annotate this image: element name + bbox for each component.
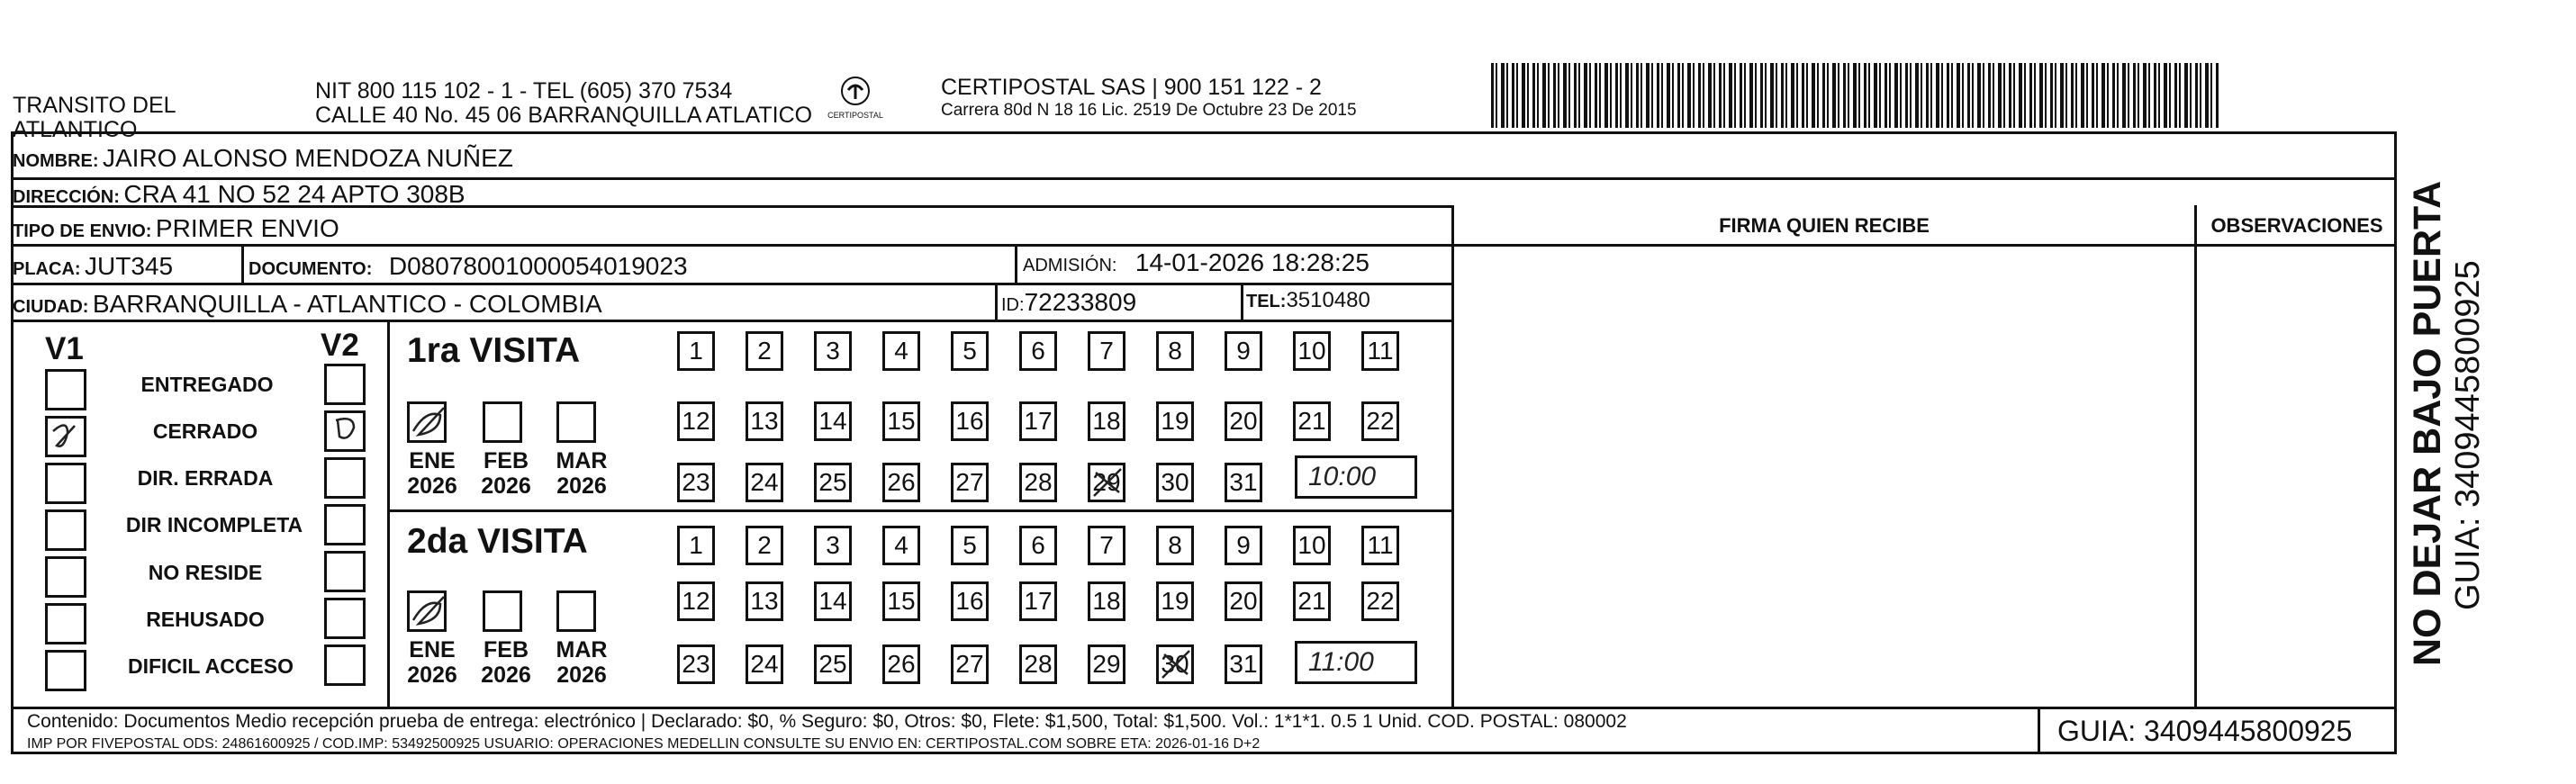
visit-2-day-4[interactable]: 4 — [882, 526, 920, 565]
visit-2-day-9[interactable]: 9 — [1225, 526, 1262, 565]
visit-2-day-22[interactable]: 22 — [1361, 581, 1399, 621]
checkmark-icon — [327, 413, 363, 449]
option-rehusado: REHUSADO — [146, 608, 265, 631]
month-year: 2026 — [407, 473, 457, 499]
side-warning: NO DEJAR BAJO PUERTA — [2406, 180, 2449, 666]
id-value: 72233809 — [1024, 288, 1137, 316]
visit-2-day-16[interactable]: 16 — [951, 581, 989, 621]
month-name: FEB — [484, 448, 529, 473]
month-name: ENE — [409, 637, 456, 662]
side-text — [2406, 162, 2576, 666]
visit-2-day-7[interactable]: 7 — [1088, 526, 1125, 565]
v1-no-reside-checkbox[interactable] — [45, 556, 86, 598]
certipostal-info: CERTIPOSTAL SAS | 900 151 122 - 2 Carrera 80d N 18 16 Lic. 2519 De Octubre 23 De 2015 — [941, 75, 1357, 120]
visit-1-month-label — [477, 448, 535, 499]
month-year: 2026 — [481, 662, 531, 688]
month-year: 2026 — [481, 473, 531, 499]
strike-mark-icon — [1090, 465, 1125, 500]
checkmark-icon — [410, 593, 446, 629]
v2-dir-errada-checkbox[interactable] — [324, 457, 366, 499]
v1-rehusado-checkbox[interactable] — [45, 603, 86, 644]
v2-header: V2 — [321, 328, 359, 363]
option-dir-errada: DIR. ERRADA — [137, 466, 274, 490]
visit-1-day-12[interactable]: 12 — [677, 401, 715, 441]
v1-dificil-acceso-checkbox[interactable] — [45, 650, 86, 691]
visit-1-day-23[interactable]: 23 — [677, 463, 715, 502]
firma-header: FIRMA QUIEN RECIBE — [1719, 214, 1930, 237]
visit-1-day-28[interactable]: 28 — [1019, 463, 1057, 502]
visit-1-day-21[interactable]: 21 — [1293, 401, 1331, 441]
visit-2-day-2[interactable]: 2 — [746, 526, 783, 565]
option-dificil-acceso: DIFICIL ACCESO — [127, 654, 294, 678]
company-contact: NIT 800 115 102 - 1 - TEL (605) 370 7534 CALLE 40 No. 45 06 BARRANQUILLA ATLATICO — [315, 78, 813, 128]
v2-no-reside-checkbox[interactable] — [324, 551, 366, 592]
observaciones-header: OBSERVACIONES — [2210, 214, 2383, 237]
visit-2-day-28[interactable]: 28 — [1019, 644, 1057, 684]
visit-2-day-13[interactable]: 13 — [746, 581, 783, 621]
visit-1-day-30[interactable]: 30 — [1156, 463, 1194, 502]
visit-1-day-2[interactable]: 2 — [746, 331, 783, 371]
visit-2-month-checkbox-ene[interactable] — [407, 590, 447, 632]
visit-1-day-31[interactable]: 31 — [1225, 463, 1262, 502]
visit-1-month-checkbox-feb[interactable] — [483, 401, 522, 443]
month-name: ENE — [409, 448, 456, 473]
visit-1-day-20[interactable]: 20 — [1225, 401, 1262, 441]
visit-2-month-label — [553, 637, 610, 688]
v1-dir-errada-checkbox[interactable] — [45, 463, 86, 504]
visit-1-title: 1ra VISITA — [407, 331, 581, 370]
v2-dificil-acceso-checkbox[interactable] — [324, 644, 366, 686]
v2-cerrado-checkbox[interactable] — [324, 410, 366, 452]
visit-1-day-1[interactable]: 1 — [677, 331, 715, 371]
certipostal-logo: CERTIPOSTAL — [815, 76, 896, 130]
visit-1-day-14[interactable]: 14 — [814, 401, 852, 441]
visit-2-day-31[interactable]: 31 — [1225, 644, 1262, 684]
visit-2-day-20[interactable]: 20 — [1225, 581, 1262, 621]
visit-1-day-3[interactable]: 3 — [814, 331, 852, 371]
visit-1-month-label — [403, 448, 461, 499]
nombre-row: NOMBRE: JAIRO ALONSO MENDOZA NUÑEZ — [13, 144, 513, 172]
visit-1-month-checkbox-mar[interactable] — [556, 401, 596, 443]
visit-2-month-checkbox-feb[interactable] — [483, 590, 522, 632]
visit-2-day-26[interactable]: 26 — [882, 644, 920, 684]
visit-2-day-18[interactable]: 18 — [1088, 581, 1125, 621]
direccion-value: CRA 41 NO 52 24 APTO 308B — [123, 180, 465, 208]
side-guia: GUIA: 3409445800925 — [2449, 260, 2487, 610]
documento-row: DOCUMENTO: D08078001000054019023 — [249, 252, 688, 280]
certipostal-logo-icon — [837, 76, 873, 106]
visit-1-day-27[interactable]: 27 — [951, 463, 989, 502]
visit-2-day-3[interactable]: 3 — [814, 526, 852, 565]
visit-1-day-26[interactable]: 26 — [882, 463, 920, 502]
visit-2-day-23[interactable]: 23 — [677, 644, 715, 684]
v1-entregado-checkbox[interactable] — [45, 369, 86, 410]
visit-1-day-6[interactable]: 6 — [1019, 331, 1057, 371]
month-year: 2026 — [556, 662, 607, 688]
ciudad-value: BARRANQUILLA - ATLANTICO - COLOMBIA — [92, 290, 602, 318]
imp-text: IMP POR FIVEPOSTAL ODS: 24861600925 / COD.IMP: 53492500925 USUARIO: OPERACIONES MEDELLIN CONSULTE SU ENVIO EN: CERTIPOSTAL.COM SOBRE ETA: 2026-01-16 D+2 — [27, 736, 1261, 752]
visit-1-day-13[interactable]: 13 — [746, 401, 783, 441]
visit-1-day-18[interactable]: 18 — [1088, 401, 1125, 441]
visit-2-day-5[interactable]: 5 — [951, 526, 989, 565]
month-name: MAR — [556, 637, 608, 662]
visit-1-day-7[interactable]: 7 — [1088, 331, 1125, 371]
visit-1-month-checkbox-ene[interactable] — [407, 401, 447, 443]
visit-1-day-15[interactable]: 15 — [882, 401, 920, 441]
visit-1-day-24[interactable]: 24 — [746, 463, 783, 502]
visit-2-month-label — [477, 637, 535, 688]
month-name: MAR — [556, 448, 608, 473]
visit-2-day-1[interactable]: 1 — [677, 526, 715, 565]
month-year: 2026 — [556, 473, 607, 499]
month-name: FEB — [484, 637, 529, 662]
barcode — [1491, 63, 2220, 128]
visit-2-day-29[interactable]: 29 — [1088, 644, 1125, 684]
v2-rehusado-checkbox[interactable] — [324, 598, 366, 639]
strike-mark-icon — [1159, 647, 1193, 681]
tel-value: 3510480 — [1286, 288, 1370, 312]
visit-2-day-24[interactable]: 24 — [746, 644, 783, 684]
tel-row: TEL:3510480 — [1246, 288, 1370, 312]
visit-2-day-27[interactable]: 27 — [951, 644, 989, 684]
visit-1-day-29[interactable]: 29 — [1088, 463, 1125, 502]
option-entregado: ENTREGADO — [140, 373, 274, 396]
visit-1-day-11[interactable]: 11 — [1361, 331, 1399, 371]
id-row: ID:72233809 — [1001, 288, 1137, 316]
footer-guia: GUIA: 3409445800925 — [2057, 715, 2353, 747]
v1-dir-incompleta-checkbox[interactable] — [45, 509, 86, 551]
visit-2-day-8[interactable]: 8 — [1156, 526, 1194, 565]
visit-2-month-label — [403, 637, 461, 688]
checkmark-icon — [410, 404, 446, 440]
placa-value: JUT345 — [85, 252, 174, 280]
visit-1-month-label — [553, 448, 610, 499]
visit-1-day-17[interactable]: 17 — [1019, 401, 1057, 441]
visit-2-title: 2da VISITA — [407, 522, 588, 561]
placa-row: PLACA: JUT345 — [13, 252, 174, 280]
admision-row: ADMISIÓN: 14-01-2026 18:28:25 — [1023, 248, 1369, 276]
visit-1-day-25[interactable]: 25 — [814, 463, 852, 502]
v1-header: V1 — [45, 331, 84, 366]
documento-value: D08078001000054019023 — [388, 252, 688, 280]
visit-2-day-12[interactable]: 12 — [677, 581, 715, 621]
month-year: 2026 — [407, 662, 457, 688]
option-dir-incompleta: DIR INCOMPLETA — [125, 513, 303, 536]
visit-2-day-19[interactable]: 19 — [1156, 581, 1194, 621]
visit-1-day-5[interactable]: 5 — [951, 331, 989, 371]
visit-2-day-21[interactable]: 21 — [1293, 581, 1331, 621]
option-cerrado: CERRADO — [152, 419, 258, 443]
admision-value: 14-01-2026 18:28:25 — [1134, 248, 1369, 276]
visit-2-day-11[interactable]: 11 — [1361, 526, 1399, 565]
visit-1-day-10[interactable]: 10 — [1293, 331, 1331, 371]
visit-2-month-checkbox-mar[interactable] — [556, 590, 596, 632]
visit-2-day-17[interactable]: 17 — [1019, 581, 1057, 621]
visit-1-day-16[interactable]: 16 — [951, 401, 989, 441]
v1-cerrado-checkbox[interactable] — [45, 416, 86, 457]
visit-1-day-19[interactable]: 19 — [1156, 401, 1194, 441]
visit-2-day-25[interactable]: 25 — [814, 644, 852, 684]
option-no-reside: NO RESIDE — [148, 561, 263, 584]
nombre-value: JAIRO ALONSO MENDOZA NUÑEZ — [103, 144, 513, 172]
ciudad-row: CIUDAD: BARRANQUILLA - ATLANTICO - COLOMBIA — [13, 290, 602, 318]
visit-1-day-9[interactable]: 9 — [1225, 331, 1262, 371]
tipo-envio-value: PRIMER ENVIO — [155, 214, 339, 242]
visit-1-day-8[interactable]: 8 — [1156, 331, 1194, 371]
visit-2-day-15[interactable]: 15 — [882, 581, 920, 621]
v2-entregado-checkbox[interactable] — [324, 364, 366, 405]
visit-1-time-mark: 10:00 — [1295, 455, 1417, 499]
visit-2-time-mark: 11:00 — [1295, 641, 1417, 684]
contenido-text: Contenido: Documentos Medio recepción prueba de entrega: electrónico | Declarado: $0, % Seguro: $0, Otros: $0, Flete: $1,500, Total: $1,500. Vol.: 1*1*1. 0.5 1 Unid. COD. POSTAL: 080002 — [27, 711, 1627, 732]
v2-dir-incompleta-checkbox[interactable] — [324, 504, 366, 545]
visit-2-day-10[interactable]: 10 — [1293, 526, 1331, 565]
visit-1-day-4[interactable]: 4 — [882, 331, 920, 371]
direccion-row: DIRECCIÓN: CRA 41 NO 52 24 APTO 308B — [13, 180, 465, 208]
tipo-envio-row: TIPO DE ENVIO: PRIMER ENVIO — [13, 214, 339, 242]
visit-2-day-30[interactable]: 30 — [1156, 644, 1194, 684]
visit-1-day-22[interactable]: 22 — [1361, 401, 1399, 441]
company-name: TRANSITO DEL ATLANTICO — [13, 93, 176, 142]
visit-2-day-6[interactable]: 6 — [1019, 526, 1057, 565]
visit-2-day-14[interactable]: 14 — [814, 581, 852, 621]
checkmark-icon — [48, 419, 84, 455]
